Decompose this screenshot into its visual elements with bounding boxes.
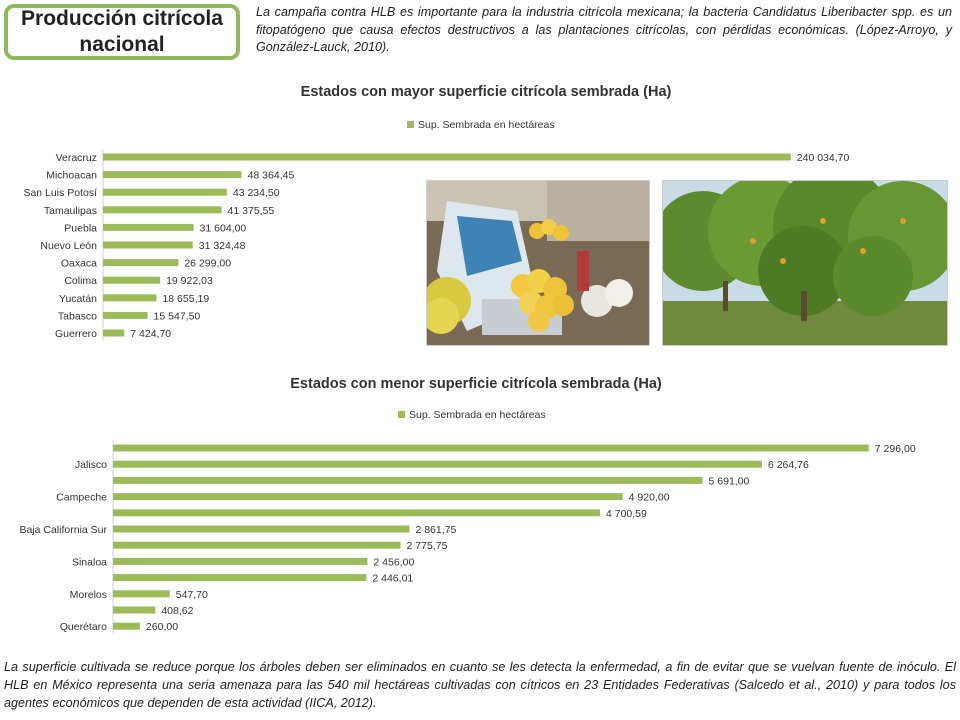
bar-4 — [103, 206, 222, 213]
legend-label: Sup. Sembrada en hectáreas — [418, 119, 555, 131]
data-label-5: 4 700,59 — [605, 507, 647, 520]
data-label-12: 260,00 — [145, 621, 179, 634]
category-label-8: Sinaloa — [71, 556, 107, 569]
data-label-5: 31 604,00 — [199, 222, 247, 235]
category-label-10: Morelos — [69, 588, 107, 601]
chart-title: Estados con menor superficie citrícola sembrada (Ha) — [290, 376, 662, 392]
bar-1 — [103, 154, 791, 161]
intro-paragraph: La campaña contra HLB es importante para la industria citrícola mexicana; la bacteria Candidatus Liberibacter spp. es un fitopatógeno que causa efectos destructivos a las plantaciones citrícolas, con pérdidas económicas. (López-Arroyo, y González-Lauck, 2010). — [256, 5, 952, 55]
data-label-9: 2 446,01 — [372, 572, 414, 585]
bar-2 — [103, 171, 242, 178]
page-title: Producción citrícola nacional — [4, 4, 240, 60]
data-label-11: 7 424,70 — [130, 328, 172, 340]
data-label-3: 5 691,00 — [708, 475, 750, 488]
data-label-4: 4 920,00 — [628, 491, 670, 504]
legend-swatch — [398, 411, 405, 418]
bar-12 — [113, 623, 140, 630]
chart-title: Estados con mayor superficie citrícola sembrada (Ha) — [300, 84, 672, 100]
data-label-2: 48 364,45 — [247, 169, 295, 182]
category-label-2: Jalisco — [74, 459, 107, 472]
bar-1 — [113, 445, 869, 452]
data-label-1: 240 034,70 — [796, 152, 850, 164]
bar-9 — [103, 294, 156, 301]
bar-11 — [103, 330, 124, 337]
category-label-6: Nuevo León — [40, 240, 97, 252]
bar-4 — [113, 493, 623, 500]
bar-7 — [103, 259, 178, 266]
bar-5 — [103, 224, 194, 231]
category-label-1: Veracruz — [55, 152, 97, 164]
data-label-6: 31 324,48 — [198, 240, 246, 252]
chart-bottom — [0, 368, 960, 633]
bar-5 — [113, 509, 600, 516]
data-label-7: 26 299,00 — [184, 257, 232, 270]
data-label-7: 2 775,75 — [406, 540, 448, 553]
bar-11 — [113, 607, 155, 614]
data-label-4: 41 375,55 — [227, 204, 275, 217]
bar-9 — [113, 574, 366, 581]
footer-paragraph: La superficie cultivada se reduce porque los árboles deben ser eliminados en cuanto se les detecta la enfermedad, a fin de evitar que se vuelvan fuente de inóculo. El HLB en México representa una seria amenaza para las 540 mil hectáreas cultivadas con cítricos en 23 Entidades Federativas (Salcedo et al., 2010) y para todos los agentes económicos que dependen de esta actividad (IICA, 2012). — [4, 660, 956, 710]
bar-6 — [113, 526, 409, 533]
legend-swatch — [407, 121, 414, 128]
data-label-9: 18 655,19 — [162, 292, 210, 305]
data-label-6: 2 861,75 — [415, 524, 457, 536]
data-label-2: 6 264,76 — [767, 459, 809, 472]
data-label-8: 2 456,00 — [373, 556, 415, 569]
category-label-3: San Luis Potosí — [23, 187, 97, 200]
category-label-7: Oaxaca — [60, 257, 97, 270]
data-label-10: 547,70 — [175, 588, 208, 601]
category-label-2: Michoacan — [46, 169, 97, 182]
orange-orchard-photo — [662, 180, 948, 346]
category-label-10: Tabasco — [57, 310, 97, 323]
data-label-1: 7 296,00 — [874, 443, 916, 455]
category-label-11: Guerrero — [54, 328, 97, 340]
data-label-8: 19 922,03 — [166, 275, 213, 288]
data-label-10: 15 547,50 — [153, 310, 201, 323]
bar-6 — [103, 242, 193, 249]
bar-3 — [103, 189, 227, 196]
bar-3 — [113, 477, 703, 484]
bar-8 — [113, 558, 367, 565]
data-label-11: 408,62 — [161, 605, 194, 617]
data-label-3: 43 234,50 — [232, 187, 280, 200]
category-label-9: Yucatán — [59, 292, 97, 305]
category-label-4: Campeche — [56, 491, 107, 504]
bar-10 — [103, 312, 148, 319]
citrus-stand-photo — [426, 180, 650, 346]
bar-7 — [113, 542, 401, 549]
legend-label: Sup. Sembrada en hectáreas — [409, 409, 546, 421]
bar-10 — [113, 590, 170, 597]
category-label-6: Baja California Sur — [19, 524, 107, 536]
category-label-8: Colima — [64, 275, 97, 288]
category-label-4: Tamaulipas — [43, 204, 97, 217]
category-label-12: Querétaro — [59, 621, 107, 634]
bar-2 — [113, 461, 762, 468]
bar-8 — [103, 277, 160, 284]
category-label-5: Puebla — [64, 222, 97, 235]
